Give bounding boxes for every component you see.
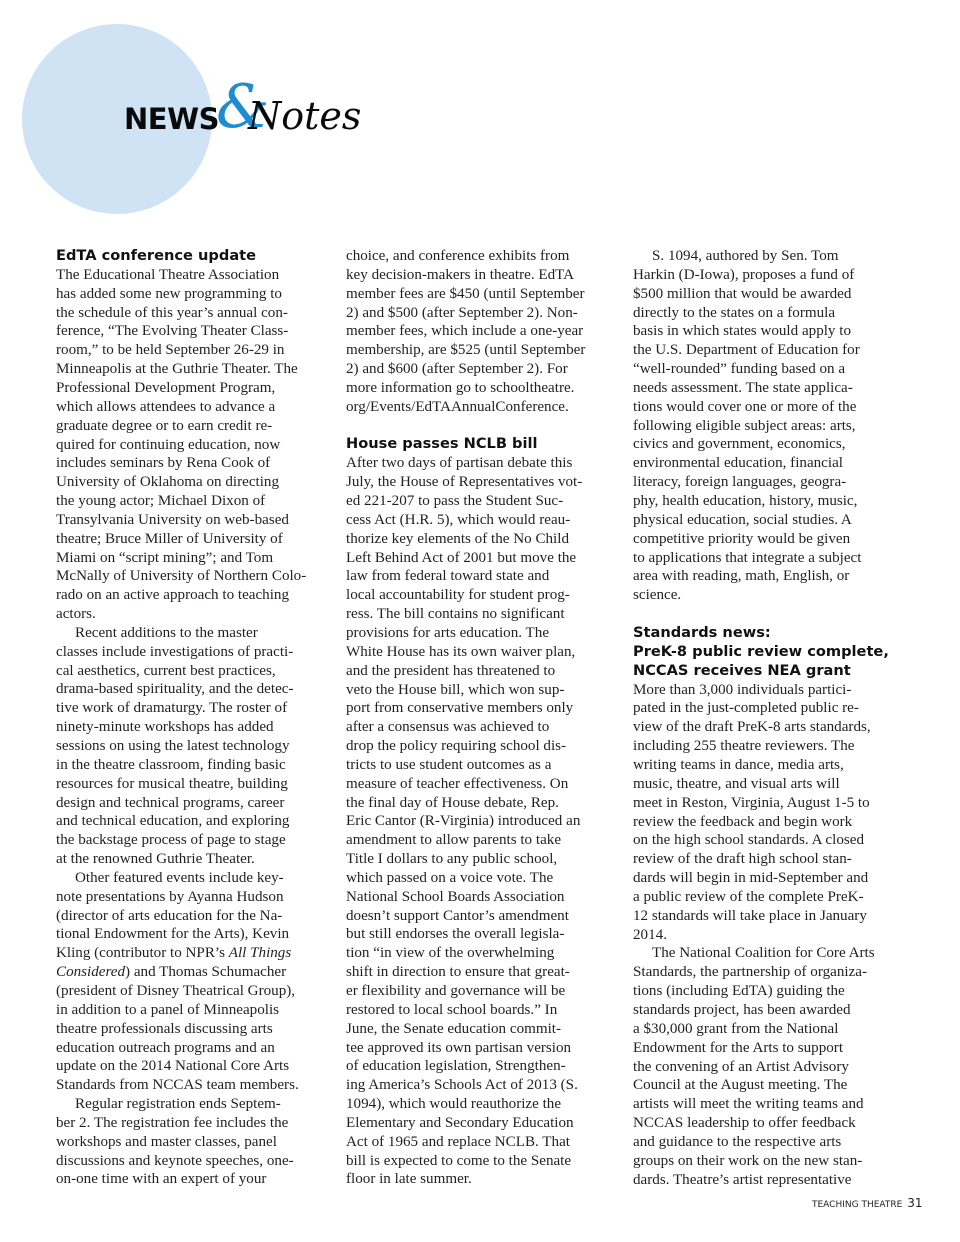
text-line: meet in Reston, Virginia, August 1-5 to [633, 794, 870, 811]
text-line: McNally of University of Northern Colo- [56, 568, 307, 585]
text-line: local accountability for student prog- [346, 587, 570, 604]
text-line: and guidance to the respective arts [633, 1133, 842, 1150]
text-line: Title I dollars to any public school, [346, 851, 558, 868]
text-line: drama-based spirituality, and the detec- [56, 681, 294, 698]
text-line: room,” to be held September 26-29 in [56, 342, 285, 359]
text-line: including 255 theatre reviewers. The [633, 738, 855, 755]
text-line: more information go to schooltheatre. [346, 379, 575, 396]
text-line: cal aesthetics, current best practices, [56, 662, 276, 679]
page-footer [812, 1196, 922, 1210]
text-line: ference, “The Evolving Theater Class- [56, 323, 289, 340]
text-line: NCCAS leadership to offer feedback [633, 1115, 856, 1132]
article-heading: NCCAS receives NEA grant [633, 661, 851, 679]
text-line: actors. [56, 606, 96, 623]
logo-notes: Notes [248, 94, 362, 138]
text-line: ed 221-207 to pass the Student Suc- [346, 493, 564, 510]
text-line: classes include investigations of practi- [56, 643, 294, 660]
text-line: “well-rounded” funding based on a [633, 361, 846, 378]
text-line: Elementary and Secondary Education [346, 1114, 574, 1131]
text-line: the backstage process of page to stage [56, 832, 286, 849]
text-line: 1094), which would reauthorize the [346, 1096, 562, 1113]
text-line: shift in direction to ensure that great- [346, 964, 570, 981]
text-line: resources for musical theatre, building [56, 775, 288, 792]
text-line: after a consensus was achieved to [346, 719, 550, 736]
italic-title: Considered [56, 964, 126, 981]
text-line: which allows attendees to advance a [56, 398, 276, 415]
text-line: (director of arts education for the Na- [56, 907, 283, 924]
text-line: Other featured events include key- [75, 869, 284, 886]
text-line: org/Events/EdTAAnnualConference. [346, 398, 569, 415]
text-line: The Educational Theatre Association [56, 266, 280, 283]
text-line: a public review of the complete PreK- [633, 888, 864, 905]
text-line: dards will begin in mid-September and [633, 870, 869, 887]
text-line: rado on an active approach to teaching [56, 587, 290, 604]
text-line: University of Oklahoma on directing [56, 474, 280, 491]
text-line: writing teams in dance, media arts, [633, 757, 844, 774]
text-line: Standards, the partnership of organiza- [633, 964, 868, 981]
text-line: view of the draft PreK-8 arts standards, [633, 719, 871, 736]
text-line: and the president has threatened to [346, 662, 556, 679]
page-number: 31 [907, 1196, 923, 1210]
text-line: dards. Theatre’s artist representative [633, 1171, 852, 1188]
text-line: floor in late summer. [346, 1171, 472, 1188]
text-line: More than 3,000 individuals partici- [633, 681, 852, 698]
text-line: theatre professionals discussing arts [56, 1020, 273, 1037]
text-line: literacy, foreign languages, geogra- [633, 474, 847, 491]
publication-name: TEACHING THEATRE [812, 1200, 903, 1210]
text-line: music, theatre, and visual arts will [633, 775, 840, 792]
text-line: Regular registration ends Septem- [75, 1096, 281, 1113]
text-line: in addition to a panel of Minneapolis [56, 1001, 280, 1018]
logo-ampersand: & [216, 72, 270, 142]
text-line [56, 963, 328, 982]
text-line: to applications that integrate a subject [633, 549, 862, 566]
text-line: $500 million that would be awarded [633, 285, 852, 302]
text-line: Council at the August meeting. The [633, 1077, 848, 1094]
text-line: tional Endowment for the Arts), Kevin [56, 926, 290, 943]
text-line: tion “in view of the overwhelming [346, 945, 555, 962]
text-line: 12 standards will take place in January [633, 907, 867, 924]
text-line: update on the 2014 National Core Arts [56, 1058, 290, 1075]
text-line: member fees, which include a one-year [346, 323, 584, 340]
text-line: tricts to use student outcomes as a [346, 756, 552, 773]
text-line: basis in which states would apply to [633, 323, 851, 340]
text-line: design and technical programs, career [56, 794, 285, 811]
text-line: on the high school standards. A closed [633, 832, 864, 849]
text-line: ninety-minute workshops has added [56, 719, 274, 736]
text-line: S. 1094, authored by Sen. Tom [652, 248, 839, 264]
text-line: restored to local school boards.” In [346, 1001, 558, 1018]
column-3 [633, 247, 908, 1189]
text-line: of education legislation, Strengthen- [346, 1058, 566, 1075]
text-line: tions would cover one or more of the [633, 398, 857, 415]
text-line: but still endorses the overall legisla- [346, 926, 565, 943]
logo-news: NEWS [124, 102, 219, 136]
text-line: has added some new programming to [56, 285, 282, 302]
text-line: which passed on a voice vote. The [346, 869, 554, 886]
text-line: education outreach programs and an [56, 1039, 275, 1056]
column-1 [56, 247, 328, 1189]
text-line: graduate degree or to earn credit re- [56, 417, 273, 434]
text-line: White House has its own waiver plan, [346, 643, 576, 660]
text-line: in the theatre classroom, finding basic [56, 756, 286, 773]
text-line: tee approved its own partisan version [346, 1039, 572, 1056]
text-line: bill is expected to come to the Senate [346, 1152, 572, 1169]
italic-title: All Things [228, 945, 292, 962]
text-line: doesn’t support Cantor’s amendment [346, 907, 569, 924]
text-line: law from federal toward state and [346, 568, 550, 585]
text-line: following eligible subject areas: arts, [633, 417, 856, 434]
text-line: science. [633, 587, 682, 604]
text-line: key decision-makers in theatre. EdTA [346, 266, 575, 283]
text-line: the convening of an Artist Advisory [633, 1058, 849, 1075]
text-line: Transylvania University on web-based [56, 511, 289, 528]
text-line: review of the draft high school stan- [633, 851, 852, 868]
text-line: provisions for arts education. The [346, 624, 550, 641]
text-line: and technical education, and exploring [56, 813, 290, 830]
text-line: ing America’s Schools Act of 2013 (S. [346, 1077, 578, 1094]
text-line: discussions and keynote speeches, one- [56, 1152, 294, 1169]
text-line: Left Behind Act of 2001 but move the [346, 549, 577, 566]
text-line: a $30,000 grant from the National [633, 1020, 839, 1037]
text-line: 2014. [633, 926, 667, 943]
text-line: Minneapolis at the Guthrie Theater. The [56, 361, 298, 378]
article-heading: House passes NCLB bill [346, 435, 538, 453]
text-line: Act of 1965 and replace NCLB. That [346, 1133, 570, 1150]
text-line: the young actor; Michael Dixon of [56, 493, 266, 510]
text-line: on-one time with an expert of your [56, 1171, 267, 1188]
text-line: review the feedback and begin work [633, 813, 853, 830]
text-line: ress. The bill contains no significant [346, 606, 565, 623]
text-line: quired for continuing education, now [56, 436, 281, 453]
text-line: the U.S. Department of Education for [633, 342, 860, 359]
text-line: Miami on “script mining”; and Tom [56, 549, 274, 566]
text-line: civics and government, economics, [633, 436, 846, 453]
text-line: competitive priority would be given [633, 530, 851, 547]
text-line: port from conservative members only [346, 700, 574, 717]
text-line: Harkin (D-Iowa), proposes a fund of [633, 266, 855, 283]
text-line: After two days of partisan debate this [346, 455, 573, 472]
text-line: Endowment for the Arts to support [633, 1039, 844, 1056]
text-line: note presentations by Ayanna Hudson [56, 888, 284, 905]
text-line: National School Boards Association [346, 888, 565, 905]
text-line: The National Coalition for Core Arts [652, 945, 875, 962]
text-line: groups on their work on the new stan- [633, 1152, 863, 1169]
text-line: membership, are $525 (until September [346, 342, 586, 359]
text-line: drop the policy requiring school dis- [346, 738, 567, 755]
text-line: sessions on using the latest technology [56, 738, 290, 754]
text-line: Standards from NCCAS team members. [56, 1077, 299, 1094]
text-span: ) and Thomas Schumacher [125, 964, 287, 981]
text-line: directly to the states on a formula [633, 304, 836, 321]
text-line: July, the House of Representatives vot- [346, 474, 583, 491]
text-line: needs assessment. The state applica- [633, 379, 853, 396]
text-line: workshops and master classes, panel [56, 1133, 277, 1150]
article-heading: EdTA conference update [56, 247, 257, 264]
text-line: 2) and $500 (after September 2). Non- [346, 304, 578, 321]
text-line: Eric Cantor (R-Virginia) introduced an [346, 813, 581, 830]
text-line: theatre; Bruce Miller of University of [56, 530, 283, 547]
text-line: 2) and $600 (after September 2). For [346, 361, 568, 378]
text-line: at the renowned Guthrie Theater. [56, 851, 255, 868]
news-notes-logo [124, 72, 364, 148]
text-line: environmental education, financial [633, 455, 843, 472]
text-line: measure of teacher effectiveness. On [346, 775, 569, 792]
text-line: area with reading, math, English, or [633, 568, 850, 585]
text-line: ber 2. The registration fee includes the [56, 1114, 289, 1131]
text-line: standards project, has been awarded [633, 1001, 851, 1018]
text-line: choice, and conference exhibits from [346, 248, 570, 264]
text-line: thorize key elements of the No Child [346, 530, 569, 547]
text-line: artists will meet the writing teams and [633, 1096, 864, 1113]
article-heading: Standards news: [633, 623, 771, 641]
column-2 [346, 247, 618, 1189]
text-line: tive work of dramaturgy. The roster of [56, 700, 288, 717]
text-span: Kling (contributor to NPR’s [56, 945, 229, 962]
text-line: member fees are $450 (until September [346, 285, 585, 302]
text-line: veto the House bill, which won sup- [346, 681, 565, 698]
text-line: (president of Disney Theatrical Group), [56, 982, 296, 999]
text-line: Professional Development Program, [56, 379, 276, 396]
text-line [56, 944, 328, 963]
text-line: includes seminars by Rena Cook of [56, 455, 271, 472]
text-line: the final day of House debate, Rep. [346, 794, 559, 811]
text-line: June, the Senate education commit- [346, 1020, 562, 1037]
text-line: the schedule of this year’s annual con- [56, 304, 288, 321]
text-line: pated in the just-completed public re- [633, 700, 859, 717]
text-line: physical education, social studies. A [633, 511, 852, 528]
text-line: cess Act (H.R. 5), which would reau- [346, 511, 571, 528]
text-line: Recent additions to the master [75, 624, 258, 641]
text-line: tions (including EdTA) guiding the [633, 983, 845, 1000]
text-line: amendment to allow parents to take [346, 832, 562, 849]
text-line: er flexibility and governance will be [346, 983, 566, 1000]
text-line: phy, health education, history, music, [633, 492, 858, 509]
article-heading: PreK-8 public review complete, [633, 642, 889, 660]
